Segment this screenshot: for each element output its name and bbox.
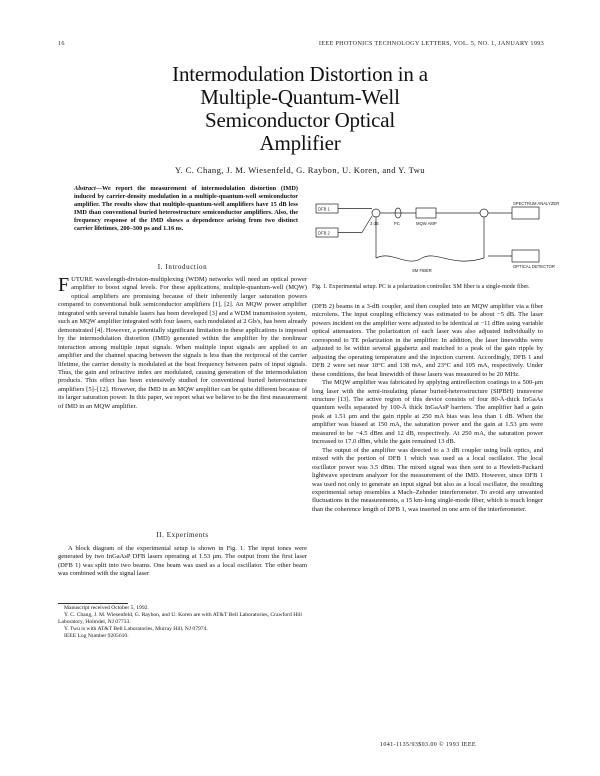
- introduction-text: [58, 276, 307, 411]
- title-line: Multiple-Quantum-Well: [200, 85, 400, 109]
- section-heading-experiments: II. Experiments: [156, 531, 209, 539]
- paper-title: [120, 63, 480, 155]
- intro-paragraph: FUTURE wavelength-division-multiplexing (WDM) networks will need an optical power amplifier to boost signal levels. For these applications, multiple-quantum-well (MQW) optical amplifiers are promising because of their inherently larger saturation powers compared to conventional bulk semiconductor amplifiers [1], [2]. An MQW power amplifier integrated with several tunable lasers has been developed [3] and a WDM transmission system, such an MQW amplifier integrated with four lasers, each modulated at 2 Gb/s, has been already demonstrated [4]. However, a potentially significant limitation in these applications is imposed by the intermodulation distortion (IMD) generated within the amplifier by the nonlinear interaction among multiple input signals. When multiple input signals are applied to an amplifier and the channel spacing between the signals is less than the reciprocal of the carrier lifetime, the carrier density is modulated at the beat frequency between pairs of input signals. Thus, the gain and refractive index are modulated, causing generation of the intermodulation products. This effect has been extensively studied for conventional buried heterostructure amplifiers [5]–[12]. However, the IMD in an MQW amplifier can be quite different because of its larger saturation power. In this paper, we report what we believe to be the first measurement of IMD in an MQW amplifier.: [58, 274, 307, 410]
- coupler-symbol: [372, 209, 380, 217]
- footnote-ieee-log: IEEE Log Number 9205610.: [64, 633, 129, 640]
- dropcap: F: [58, 274, 70, 296]
- journal-header: IEEE PHOTONICS TECHNOLOGY LETTERS, VOL. 5, NO. 1, JANUARY 1993: [318, 40, 544, 47]
- right-paragraph-3: The output of the amplifier was directed to a 3 dB coupler using bulk optics, and mixed with the portion of DFB 1 which was used as a local oscillator. The local oscillator power was 3.5 dBm. The mixed signal was then sent to a Hewlett-Packard lightwave spectrum analyzer for the measurement of the IMD. However, since DFB 1 was used not only to generate an input signal but also as a local oscillator, the resulting experimental setup resembles a Mach–Zehnder interferometer. To avoid any unwanted fluctuations in the measurements, a 15 km-long single-mode fiber, which is much longer than the coherence length of DFB 1, was inserted in one arm of the interferometer.: [312, 446, 543, 513]
- right-paragraph-1: (DFB 2) beams in a 3-dB coupler, and then coupled into an MQW amplifier via a fiber microlens. The input coupling efficiency was estimated to be about −5 dB. The laser powers incident on the amplifier were adjusted to be identical at −11 dBm using variable optical attenuators. The polarization of each laser was also adjusted individually to correspond to TE polarization in the amplifier. In addition, the laser linewidths were adjusted to be within several gigahertz and matched to a peak of the gain ripple by adjusting the operating temperature and the injection current. Accordingly, DFB 1 and DFB 2 were set near 18°C and 138 mA, and 23°C and 105 mA, respectively. Under these conditions, the beat linewidth of these lasers was measured to be 20 MHz.: [312, 303, 543, 378]
- label-analyzer: SPECTRUM ANALYZER: [513, 201, 560, 206]
- spectrum-analyzer-box: [512, 207, 539, 219]
- section-heading-introduction: I. Introduction: [157, 263, 208, 271]
- experiments-paragraph: A block diagram of the experimental setup is shown in Fig. 1. The input tones were generated by two InGaAsP DFB lasers operating at 1.53 μm. The output from the first laser (DFB 1) was split into two beams. One beam was used as a local oscillator. The other beam was combined with the signal laser: [58, 545, 307, 578]
- label-pc: PC: [394, 221, 400, 226]
- sm-fiber-path: [376, 256, 484, 261]
- label-sm-fiber: SM FIBER: [412, 268, 432, 273]
- output-coupler-symbol: [480, 209, 488, 217]
- label-dfb1: DFB 1: [318, 206, 330, 212]
- footnote-rule: [58, 603, 128, 604]
- label-mqw: MQW AMP: [416, 221, 437, 226]
- experiments-text: [58, 545, 307, 579]
- page-number: 16: [58, 40, 65, 47]
- label-dfb2: DFB 2: [318, 230, 330, 236]
- footnote-affiliation-1: Y. C. Chang, J. M. Wiesenfeld, G. Raybon, and U. Koren are with AT&T Bell Laboratories, Crawford Hill Laboratory, Holmdel, NJ 07733.: [58, 612, 302, 626]
- title-line: Intermodulation Distortion in a: [172, 62, 428, 86]
- footnote-affiliation-2: Y. Twu is with AT&T Bell Laboratories, Murray Hill, NJ 07974.: [64, 626, 208, 633]
- figure-1-diagram: [312, 198, 560, 278]
- abstract-text: We report the measurement of intermodulation distortion (IMD) induced by carrier-density modulation in a multiple-quantum-well semiconductor amplifier. The results show that multiple-quantum-well amplifiers have 15 dB less IMD than conventional buried heterostructure semiconductor amplifiers. Also, the frequency response of the IMD shows a dependence arising from two distinct carrier lifetimes, 200–300 ps and 1.16 ns.: [74, 185, 298, 232]
- optical-detector-box: [512, 250, 539, 262]
- copyright-line: 1041-1135/93$03.00 © 1993 IEEE: [380, 742, 476, 748]
- figure-1-caption: Fig. 1. Experimental setup. PC is a polarization controller. SM fiber is a single-mode fiber.: [312, 284, 530, 290]
- footnote-received: Manuscript received October 5, 1992.: [64, 605, 149, 611]
- abstract: [74, 185, 298, 232]
- mqw-amp-box: [416, 208, 436, 218]
- label-coupler: 3 dB: [370, 221, 379, 226]
- right-column-text: [312, 303, 543, 514]
- label-detector: OPTICAL DETECTOR: [513, 264, 555, 269]
- author-list: Y. C. Chang, J. M. Wiesenfeld, G. Raybon, U. Koren, and Y. Twu: [175, 165, 425, 175]
- footnotes: [58, 605, 307, 640]
- title-line: Amplifier: [259, 131, 341, 155]
- right-paragraph-2: The MQW amplifier was fabricated by applying antireflection coatings to a 500-μm long laser with the semi-insulating planar buried-heterostructure (SIPBH) transverse structure [13]. The active region of this device consists of four 80-Å-thick InGaAs quantum wells separated by 100-Å thick InGaAsP barriers. The amplifier had a gain peak at 1.51 μm and the gain ripple at 250 mA bias was less than 1 dB. When the amplifier was biased at 150 mA, the saturation power and the gain at 1.53 μm were measured to be −4.5 dBm and 12 dB, respectively. At 250 mA, the saturation power increased to 17.0 dBm, while the gain remained 13 dB.: [312, 379, 543, 446]
- title-line: Semiconductor Optical: [205, 108, 395, 132]
- abstract-lead: Abstract—: [74, 185, 102, 192]
